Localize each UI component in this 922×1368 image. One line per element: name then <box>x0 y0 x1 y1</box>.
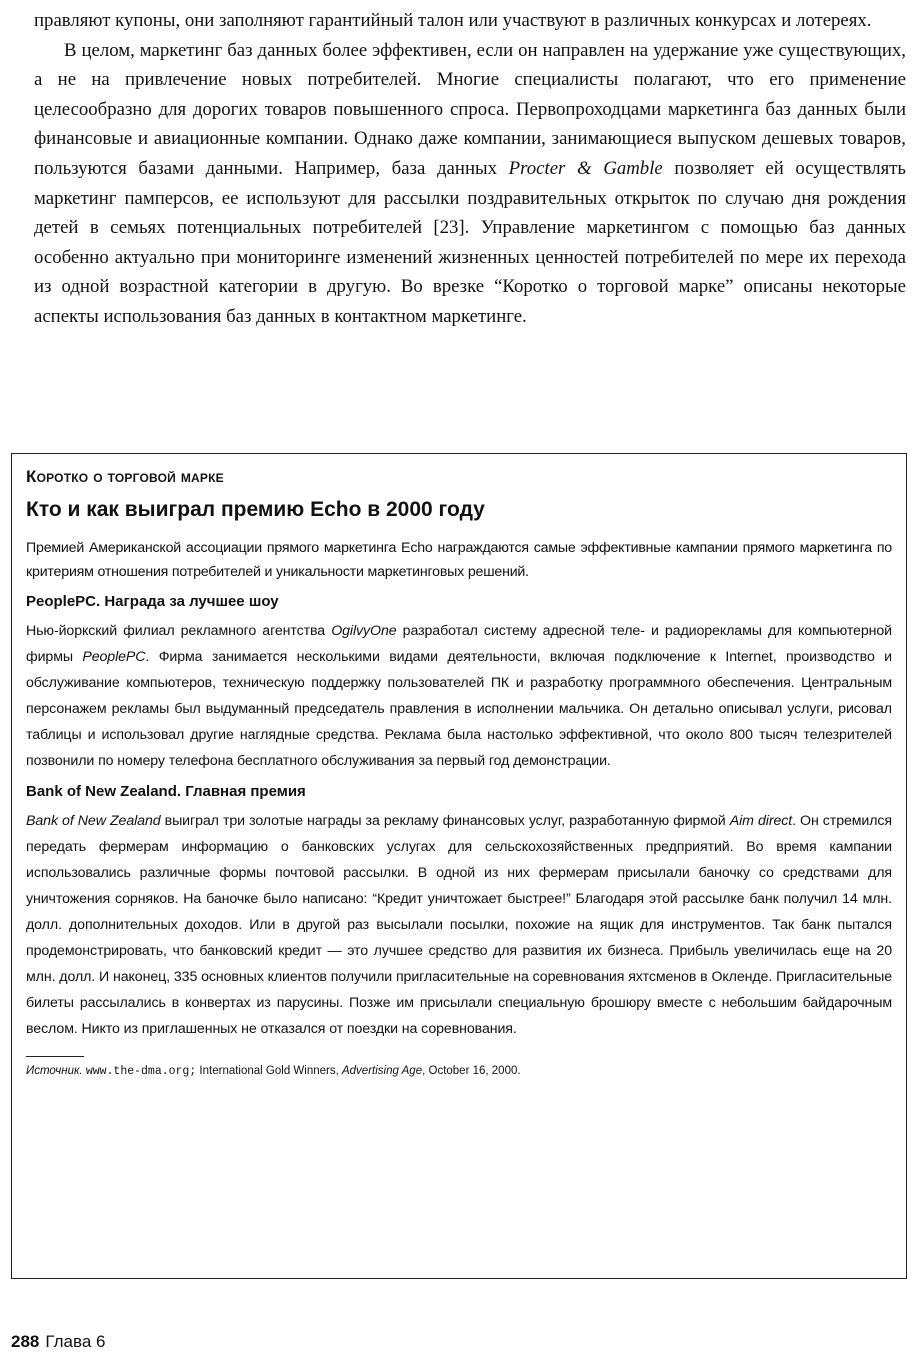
sidebar-intro: Премией Американской ассоциации прямого маркетинга Echo награждаются самые эффективные кампании прямого маркетинга по критериям отношения потребителей и уникальности маркетинговых решений. <box>26 540 892 580</box>
sidebar-box <box>11 453 907 1279</box>
paragraph-text: правляют купоны, они заполняют гарантийный талон или участвуют в различных конкурсах и лотереях. <box>34 10 872 31</box>
page-number: 288 <box>11 1332 40 1351</box>
paragraph-text: позволяет ей осуществлять маркетинг памперсов, ее используют для рассылки поздравительных открыток по случаю дня рождения детей в семьях потенциальных потребителей [23]. Управление маркетингом с помощью баз данных особенно актуально при мониторинге изменений жизненных ценностей потребителей по мере их перехода из одной возрастной категории в другую. Во врезке “Коротко о торговой марке” описаны некоторые аспекты использования баз данных в контактном маркетинге. <box>34 157 906 327</box>
page-footer <box>11 1330 105 1354</box>
source-label: Источник. <box>26 1065 83 1077</box>
paragraph-text: . Фирма занимается несколькими видами деятельности, включая подключение к Internet, производство и обслуживание компьютеров, техническую поддержку пользователей ПК и разработку программного обеспечения. Центральным персонажем рекламы был выдуманный председатель правления в исполнении мальчика. Он детально описывал услуги, рисовал таблицы и использовал другие наглядные средства. Реклама была настолько эффективной, что около 800 тысяч телезрителей позвонили по номеру телефона бесплатного обслуживания за первый год демонстрации. <box>26 649 892 769</box>
paragraph-text: Нью-йоркский филиал рекламного агентства <box>26 623 332 639</box>
section-heading: PeoplePC. Награда за лучшее шоу <box>26 593 279 610</box>
section-paragraph <box>26 618 892 774</box>
sidebar-title: Кто и как выиграл премию Echo в 2000 году <box>26 498 485 521</box>
source-citation <box>26 1061 892 1082</box>
sidebar-label: Коротко о торговой марке <box>26 467 224 486</box>
bank-name: Bank of New Zealand <box>26 813 161 829</box>
source-url: www.the-dma.org; <box>85 1065 197 1078</box>
agency-name: Aim direct <box>729 813 793 829</box>
client-name: PeoplePC <box>82 649 146 665</box>
company-name: Procter & Gamble <box>508 157 663 179</box>
paragraph-text: В целом, маркетинг баз данных более эффективен, если он направлен на удержание уже существующих, а не на привлечение новых потребителей. Многие специалисты полагают, что его применение целесообразно для дорогих товаров повышенного спроса. Первопроходцами маркетинга баз данных были финансовые и авиационные компании. Однако даже компании, занимающиеся выпуском дешевых товаров, пользуются базами данными. Например, база данных <box>34 39 906 179</box>
paragraph <box>34 6 906 36</box>
source-text: , October 16, 2000. <box>422 1065 521 1077</box>
section-heading: Bank of New Zealand. Главная премия <box>26 783 306 800</box>
chapter-label: Глава 6 <box>45 1332 106 1351</box>
source-text: International Gold Winners, <box>196 1065 342 1077</box>
source-divider <box>26 1056 84 1057</box>
agency-name: OgilvyOne <box>331 623 397 639</box>
paragraph-text: выиграл три золотые награды за рекламу финансовых услуг, разработанную фирмой <box>160 813 730 829</box>
section-paragraph <box>26 808 892 1042</box>
paragraph-text: разработал систему адресной теле- и радиорекламы для компьютерной фирмы <box>26 623 892 665</box>
paragraph-text: . Он стремился передать фермерам информацию о банковских услугах для сельскохозяйственных предприятий. Во время кампании использовались различные формы почтовой рассылки. В одной из них фермерам присылали баночку со средствами для уничтожения сорняков. На баночке было написано: “Кредит уничтожает быстрее!” Благодаря этой рассылке банк получил 14 млн. долл. дополнительных доходов. Или в другой раз высылали посылки, похожие на ящик для инструментов. Так банк пытался продемонстрировать, что банковский кредит — это лучшее средство для развития их бизнеса. Прибыль увеличилась еще на 20 млн. долл. И наконец, 335 основных клиентов получили пригласительные на соревнования яхтсменов в Окленде. Пригласительные билеты рассылались в конвертах из парусины. Позже им присылали специальную брошюру вместе с небольшим байдарочным веслом. Никто из приглашенных не отказался от поездки на соревнования. <box>26 813 893 1037</box>
publication-name: Advertising Age <box>341 1065 423 1077</box>
body-text <box>34 6 906 332</box>
paragraph <box>34 36 906 332</box>
